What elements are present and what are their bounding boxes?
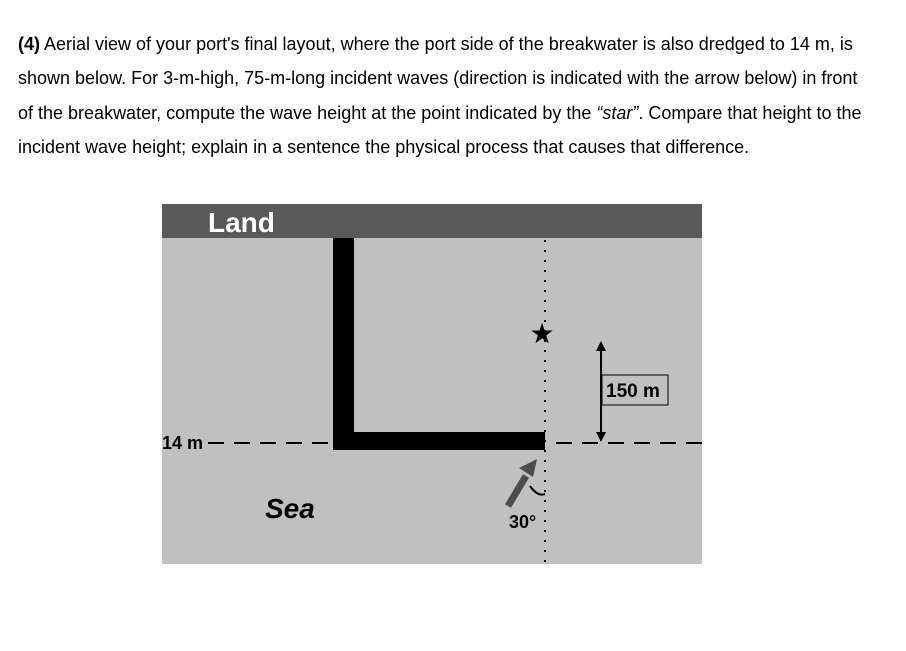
breakwater-horizontal <box>333 432 545 450</box>
question-number: (4) <box>18 34 40 54</box>
distance-label: 150 m <box>606 381 660 402</box>
angle-label: 30° <box>509 512 537 532</box>
question-star-word: “star” <box>596 102 639 123</box>
sea-label: Sea <box>265 493 315 524</box>
question-body-2: . Compare that height to the incident wave height; explain in a sentence the physical process that causes that difference. <box>18 102 862 158</box>
land-label: Land <box>208 207 275 238</box>
breakwater-vertical <box>333 238 354 450</box>
question-body-1: Aerial view of your port's final layout, where the port side of the breakwater is also dredged to 14 m, is shown below. For 3-m-high, 75-m-long incident waves (direction is indicated with the arrow below) in front of the breakwater, compute the wave height at the point indicated by the <box>18 34 858 123</box>
star-icon: ★ <box>529 318 555 349</box>
depth-label: 14 m <box>162 433 204 453</box>
